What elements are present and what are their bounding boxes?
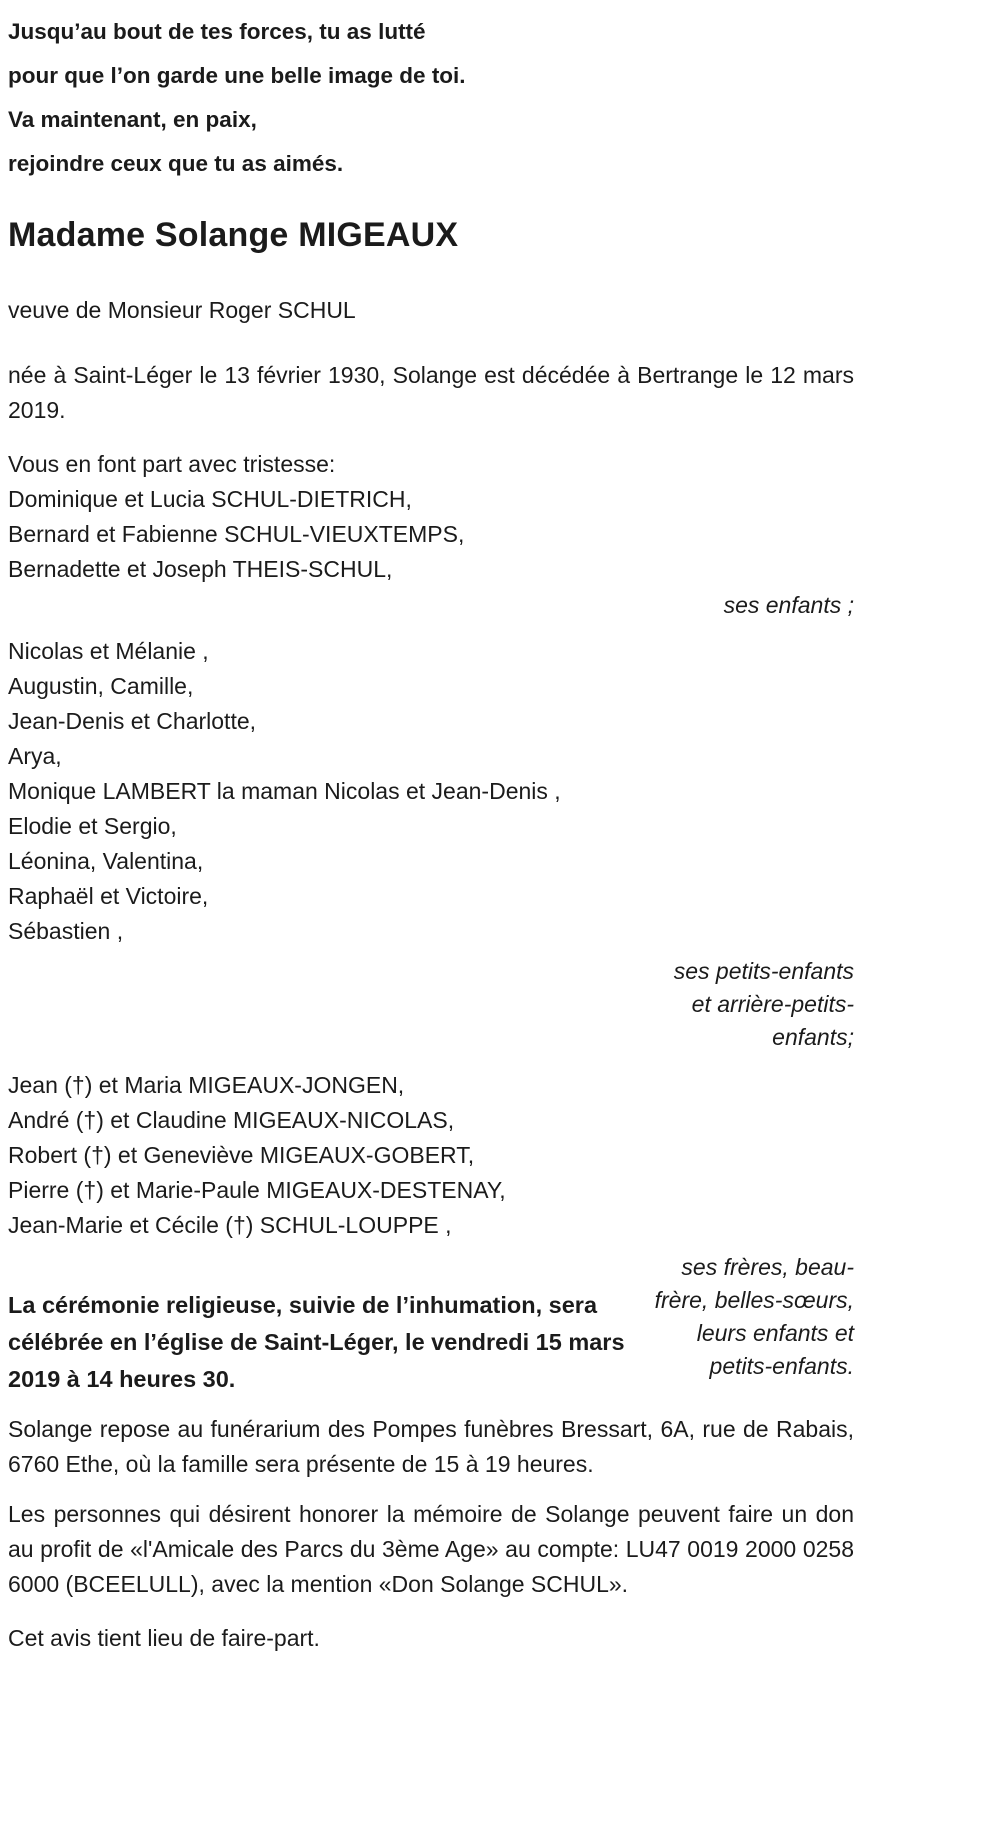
siblings-label: ses frères, beau-frère, belles-sœurs, leurs enfants et petits-enfants. [654,1254,854,1379]
list-item: Robert (†) et Geneviève MIGEAUX-GOBERT, [8,1142,475,1168]
list-item: Elodie et Sergio, [8,813,177,839]
deceased-name: Madame Solange MIGEAUX [8,216,459,254]
list-item: Jean-Marie et Cécile (†) SCHUL-LOUPPE , [8,1212,452,1238]
children-list [8,482,854,587]
announcement-intro: Vous en font part avec tristesse: [8,451,336,477]
grandchildren-label: ses petits-enfants et arrière-petits-enfants; [673,958,854,1050]
list-item: André (†) et Claudine MIGEAUX-NICOLAS, [8,1107,455,1133]
epigraph [8,10,854,186]
list-item: Jean-Denis et Charlotte, [8,708,257,734]
repose-paragraph: Solange repose au funérarium des Pompes funèbres Bressart, 6A, rue de Rabais, 6760 Ethe, où la famille sera présente de 15 à 19 heures. [8,1416,854,1477]
donation-paragraph: Les personnes qui désirent honorer la mémoire de Solange peuvent faire un don au profit de «l'Amicale des Parcs du 3ème Age» au compte: LU47 0019 2000 0258 6000 (BCEELULL), avec la mention «Don Solange SCHUL». [8,1501,854,1597]
list-item: Augustin, Camille, [8,673,194,699]
grandchildren-list [8,634,854,949]
epigraph-line: Va maintenant, en paix, [8,107,257,132]
list-item: Léonina, Valentina, [8,848,204,874]
epigraph-line: rejoindre ceux que tu as aimés. [8,151,344,176]
ceremony-row [8,1251,854,1398]
list-item: Bernard et Fabienne SCHUL-VIEUXTEMPS, [8,521,465,547]
siblings-list [8,1068,854,1243]
closing-line: Cet avis tient lieu de faire-part. [8,1625,320,1651]
list-item: Sébastien , [8,918,124,944]
epigraph-line: pour que l’on garde une belle image de toi. [8,63,466,88]
ceremony-paragraph: La cérémonie religieuse, suivie de l’inhumation, sera célébrée en l’église de Saint-Léger, le vendredi 15 mars 2019 à 14 heures 30. [8,1292,625,1392]
list-item: Pierre (†) et Marie-Paule MIGEAUX-DESTENAY, [8,1177,506,1203]
birth-death-paragraph: née à Saint-Léger le 13 février 1930, Solange est décédée à Bertrange le 12 mars 2019. [8,362,854,423]
list-item: Jean (†) et Maria MIGEAUX-JONGEN, [8,1072,405,1098]
list-item: Monique LAMBERT la maman Nicolas et Jean-Denis , [8,778,561,804]
list-item: Bernadette et Joseph THEIS-SCHUL, [8,556,393,582]
deceased-subtitle: veuve de Monsieur Roger SCHUL [8,297,356,323]
list-item: Dominique et Lucia SCHUL-DIETRICH, [8,486,412,512]
children-label: ses enfants ; [723,592,854,618]
list-item: Nicolas et Mélanie , [8,638,209,664]
list-item: Raphaël et Victoire, [8,883,209,909]
list-item: Arya, [8,743,62,769]
epigraph-line: Jusqu’au bout de tes forces, tu as lutté [8,19,426,44]
